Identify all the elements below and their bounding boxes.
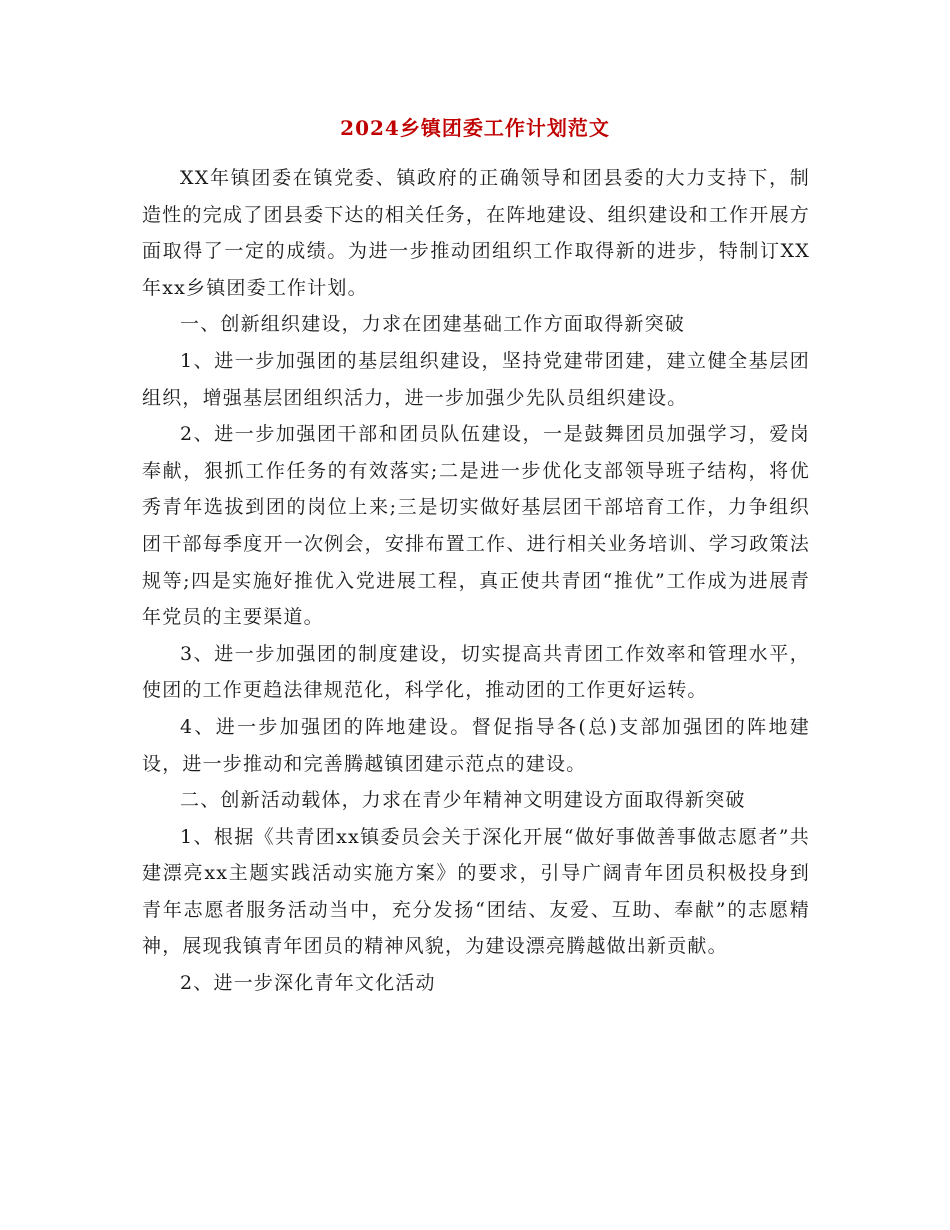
paragraph-intro: XX年镇团委在镇党委、镇政府的正确领导和团县委的大力支持下，制造性的完成了团县委下达的相关任务，在阵地建设、组织建设和工作开展方面取得了一定的成绩。为进一步推动团组织工作取得新的进步，特制订XX年xx乡镇团委工作计划。	[142, 167, 810, 299]
document-body	[142, 160, 810, 1002]
document-title: 2024乡镇团委工作计划范文	[340, 116, 610, 140]
paragraph-1-1: 1、进一步加强团的基层组织建设，坚持党建带团建，建立健全基层团组织，增强基层团组织活力，进一步加强少先队员组织建设。	[142, 349, 810, 409]
paragraph-1-4: 4、进一步加强团的阵地建设。督促指导各(总)支部加强团的阵地建设，进一步推动和完善腾越镇团建示范点的建设。	[142, 715, 810, 775]
paragraph-1-2: 2、进一步加强团干部和团员队伍建设，一是鼓舞团员加强学习，爱岗奉献，狠抓工作任务的有效落实;二是进一步优化支部领导班子结构，将优秀青年选拔到团的岗位上来;三是切实做好基层团干部培育工作，力争组织团干部每季度开一次例会，安排布置工作、进行相关业务培训、学习政策法规等;四是实施好推优入党进展工程，真正使共青团“推优”工作成为进展青年党员的主要渠道。	[142, 423, 810, 629]
paragraph-2-2: 2、进一步深化青年文化活动	[180, 972, 436, 995]
section-heading-1: 一、创新组织建设，力求在团建基础工作方面取得新突破	[180, 313, 686, 336]
section-heading-2: 二、创新活动载体，力求在青少年精神文明建设方面取得新突破	[180, 789, 746, 812]
paragraph-1-3: 3、进一步加强团的制度建设，切实提高共青团工作效率和管理水平，使团的工作更趋法律规范化，科学化，推动团的工作更好运转。	[142, 642, 810, 702]
paragraph-2-1: 1、根据《共青团xx镇委员会关于深化开展“做好事做善事做志愿者”共建漂亮xx主题实践活动实施方案》的要求，引导广阔青年团员积极投身到青年志愿者服务活动当中，充分发扬“团结、友爱、互助、奉献”的志愿精神，展现我镇青年团员的精神风貌，为建设漂亮腾越做出新贡献。	[142, 825, 810, 958]
